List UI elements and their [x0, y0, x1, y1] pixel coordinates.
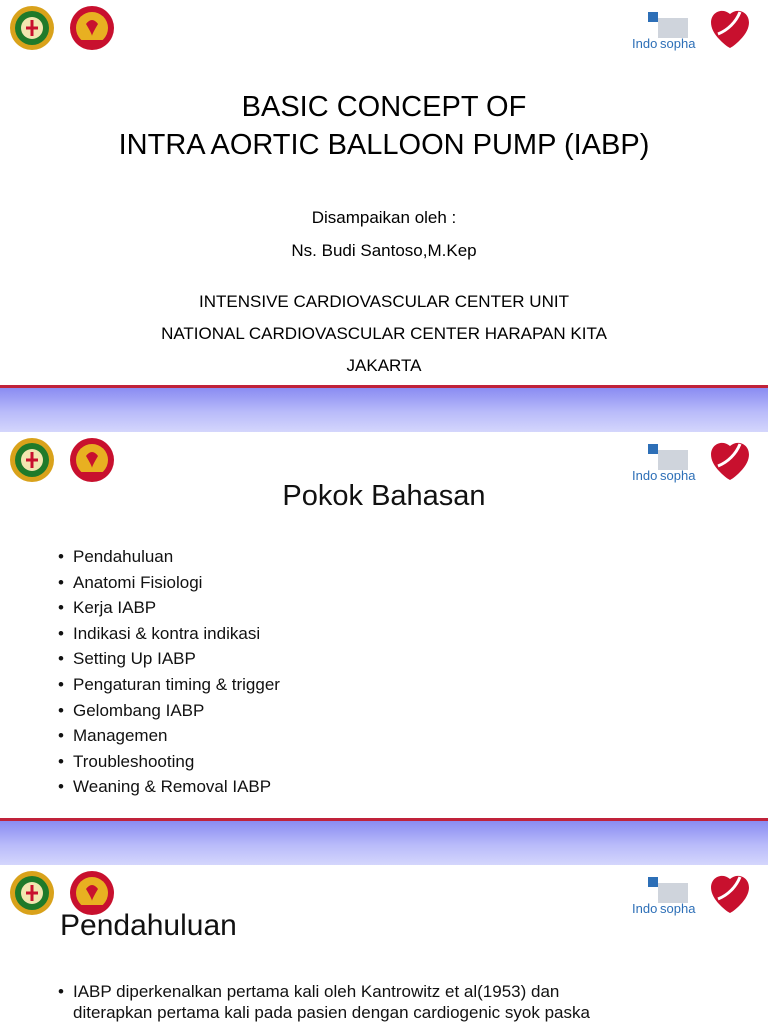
slide-divider-band	[0, 385, 768, 432]
indosopha-emblem-icon	[630, 869, 758, 917]
list-item: • Managemen	[58, 723, 280, 749]
logo-text-sopha: sopha	[660, 901, 696, 916]
logo-text-sopha: sopha	[660, 468, 696, 483]
indosopha-logo	[630, 4, 758, 52]
logo-text-indo: Indo	[632, 901, 658, 916]
presenter-label: Disampaikan oleh :	[311, 208, 457, 227]
hospital-logos	[8, 436, 120, 484]
list-item: • Indikasi & kontra indikasi	[58, 621, 280, 647]
indosopha-logo	[630, 869, 758, 917]
presenter-name: Ns. Budi Santoso,M.Kep	[291, 241, 477, 260]
list-item: • Pendahuluan	[58, 544, 280, 570]
slide-1	[0, 0, 768, 385]
org-line-2: NATIONAL CARDIOVASCULAR CENTER HARAPAN KITA	[161, 324, 607, 343]
paragraph-line-2: diterapkan pertama kali pada pasien dengan cardiogenic syok paska	[73, 1003, 590, 1022]
title-line-2: INTRA AORTIC BALLOON PUMP (IABP)	[118, 129, 650, 161]
presentation-title	[0, 88, 768, 164]
list-item: • Gelombang IABP	[58, 698, 280, 724]
list-item: • Anatomi Fisiologi	[58, 570, 280, 596]
slide-title: Pendahuluan	[60, 909, 237, 942]
hospital-logos	[8, 4, 120, 52]
list-item: • Setting Up IABP	[58, 646, 280, 672]
slide-title: Pokok Bahasan	[282, 480, 486, 512]
logo-text-sopha: sopha	[660, 36, 696, 51]
org-line-3: JAKARTA	[346, 356, 422, 375]
logo-text-indo: Indo	[632, 36, 658, 51]
topic-list	[58, 544, 280, 800]
list-item: • Weaning & Removal IABP	[58, 774, 280, 800]
list-item: • Troubleshooting	[58, 749, 280, 775]
hospital-emblem-icon	[8, 4, 120, 52]
slide-divider-band	[0, 818, 768, 865]
paragraph-line-1: • IABP diperkenalkan pertama kali oleh Kantrowitz et al(1953) dan	[73, 982, 560, 1001]
slide-3	[0, 865, 768, 1024]
list-item: • Pengaturan timing & trigger	[58, 672, 280, 698]
title-line-1: BASIC CONCEPT OF	[241, 91, 527, 123]
indosopha-emblem-icon	[630, 4, 758, 52]
list-item: • Kerja IABP	[58, 595, 280, 621]
intro-paragraph	[58, 981, 753, 1023]
indosopha-logo	[630, 436, 758, 484]
org-line-1: INTENSIVE CARDIOVASCULAR CENTER UNIT	[199, 292, 569, 311]
hospital-emblem-icon	[8, 436, 120, 484]
indosopha-emblem-icon	[630, 436, 758, 484]
logo-text-indo: Indo	[632, 468, 658, 483]
slide-2	[0, 432, 768, 818]
